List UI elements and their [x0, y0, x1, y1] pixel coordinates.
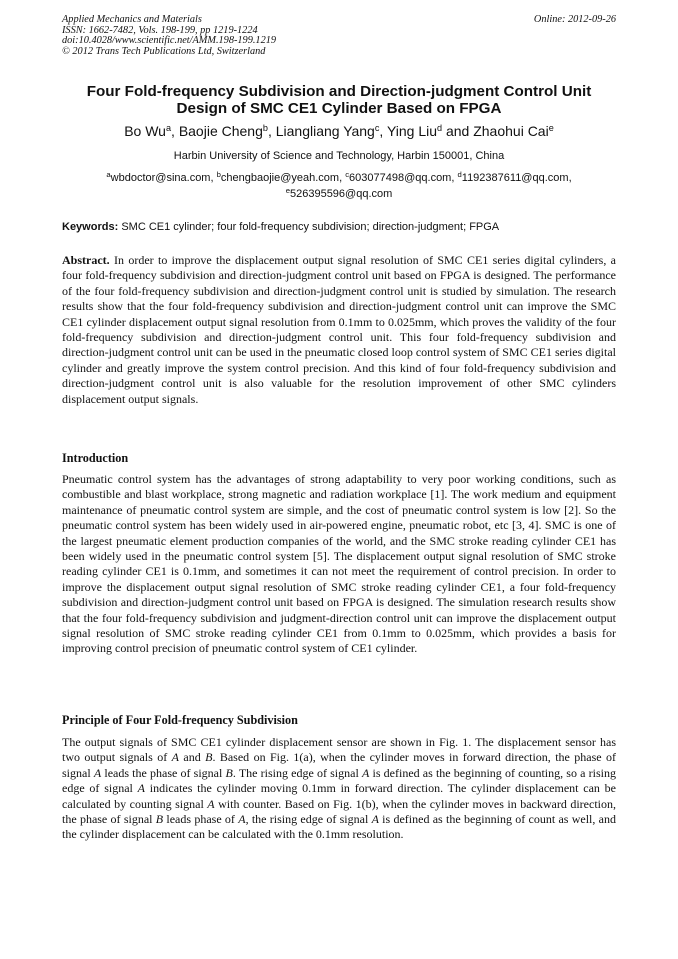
title-line-1: Four Fold-frequency Subdivision and Direction-judgment Control Unit: [86, 83, 592, 100]
author-affiliation-mark: d: [437, 123, 443, 133]
paper-title: [62, 83, 616, 117]
author-affiliation-mark: a: [165, 123, 172, 133]
author-affiliation-mark: c: [374, 123, 380, 133]
author-separator: ,: [379, 123, 387, 139]
email-mark: b: [216, 169, 221, 179]
text-run: , the rising edge of signal: [245, 812, 372, 827]
email-list: $^a$wbdoctor@sina.com, $^b$chengbaojie@yeah.com, $^c$603077498@qq.com, $^d$1192387611@qq.com, $^e$526395596@qq.com: [106, 169, 572, 200]
email-address[interactable]: chengbaojie@yeah.com: [220, 172, 340, 184]
email-mark: a: [106, 169, 111, 179]
principle-text: [62, 735, 616, 843]
signal-variable: A: [361, 765, 370, 780]
title-line-2: Design of SMC CE1 Cylinder Based on FPGA: [176, 100, 502, 117]
email-address[interactable]: wbdoctor@sina.com: [110, 172, 211, 184]
signal-variable: A: [238, 812, 246, 827]
affiliation: Harbin University of Science and Technology, Harbin 150001, China: [173, 150, 505, 162]
signal-variable: B: [225, 765, 233, 780]
issn-line: ISSN: 1662-7482, Vols. 198-199, pp 1219-1224: [62, 24, 258, 36]
abstract: [62, 253, 616, 407]
keywords-text: SMC CE1 cylinder; four fold-frequency subdivision; direction-judgment; FPGA: [121, 221, 500, 233]
keywords-label: Keywords:: [62, 221, 119, 233]
author-name: Ying Liu: [386, 123, 438, 139]
text-run: The output signals of SMC CE1 cylinder displacement sensor are shown in Fig. 1. The displacement sensor has two output signals of: [62, 735, 616, 765]
signal-variable: A: [137, 781, 145, 796]
email-address[interactable]: 526395596@qq.com: [289, 188, 393, 200]
author-affiliation-mark: e: [548, 123, 554, 133]
text-run: with counter. Based on Fig. 1(b), when the cylinder moves in backward direction, the phase of signal: [62, 796, 616, 827]
author-name: Baojie Cheng: [178, 123, 263, 139]
text-run: leads phase of: [163, 812, 239, 827]
text-run: is defined as the beginning of counting, so a rising edge of signal: [62, 765, 616, 796]
email-mark: c: [345, 169, 350, 179]
text-run: leads the phase of signal: [101, 765, 226, 780]
author-name: Bo Wu: [124, 123, 166, 139]
introduction-text: Pneumatic control system has the advantages of strong adaptability to very poor working conditions, such as combustible and blast workplace, strong magnetic and radiation workplace [1]. The work medium and equipment maintenance of pneumatic control system are simple, and the cost of pneumatic control system is low [2]. So the pneumatic control system has been widely used in air-powered engine, pneumatic robot, etc [3, 4]. SMC is one of the largest pneumatic element production companies of the world, and the SMC stroke reading cylinder CE1 has been widely used in the pneumatic control system [5]. The displacement output signal resolution of SMC stroke reading cylinder CE1 is 0.1mm, and sometimes it can not meet the requirement of control precision. In order to improve the displacement output signal resolution of SMC stroke reading cylinder CE1, a four fold-frequency subdivision and direction-judgment control unit based on FPGA is designed. The simulation research results show that the four fold-frequency subdivision and judgment-direction control unit can improve the displacement output signal resolution of SMC stroke reading cylinder CE1 from 0.1mm to 0.025mm, which provides a basis for improving control precision of pneumatic control system of CE1 cylinder.: [62, 472, 616, 656]
signal-variable: A: [207, 796, 215, 811]
text-run: . Based on Fig. 1(a), when the cylinder moves in forward direction, the phase of signal: [62, 750, 617, 780]
author-name: Liangliang Yang: [275, 123, 375, 139]
copyright-line: © 2012 Trans Tech Publications Ltd, Switzerland: [62, 45, 266, 57]
abstract-label: Abstract.: [62, 253, 110, 267]
keywords: [62, 220, 616, 234]
email-mark: e: [285, 185, 290, 195]
text-run: is defined as the beginning of count as well, and the cylinder displacement can be calculated with the 0.1mm resolution.: [62, 812, 616, 842]
author-affiliation-mark: b: [262, 123, 268, 133]
abstract-text: In order to improve the displacement output signal resolution of SMC CE1 series digital cylinders, a four fold-frequency subdivision and direction-judgment control unit based on FPGA is designed. The performance of the four fold-frequency subdivision and direction-judgment control unit is studied by simulation. The research results show that the four fold-frequency subdivision and direction-judgment control unit can improve the SMC CE1 cylinder displacement output signal resolution from 0.1mm to 0.025mm, which proves the validity of the four fold-frequency subdivision and direction-judgment control unit. This four fold-frequency subdivision and direction-judgment control unit can be used in the pneumatic closed loop control system of SMC CE1 series digital cylinder and greatly improve the system control precision. And this kind of four fold-frequency subdivision and direction-judgment control unit is also valuable for the resolution improvement of other SMC cylinders displacement output signals.: [62, 253, 616, 406]
email-address[interactable]: 603077498@qq.com: [349, 172, 452, 184]
principle-heading: Principle of Four Fold-frequency Subdivision: [62, 713, 298, 727]
online-date: Online: 2012-09-26: [533, 14, 616, 25]
signal-variable: B: [205, 750, 213, 765]
author-separator: ,: [171, 123, 179, 139]
text-run: indicates the cylinder moving 0.1mm in forward direction. The cylinder displacement can be calculated by counting signal: [62, 781, 616, 811]
email-address[interactable]: 1192387611@qq.com: [461, 172, 569, 184]
journal-header: [62, 15, 616, 57]
signal-variable: A: [371, 812, 379, 827]
signal-variable: A: [171, 750, 179, 765]
journal-name: Applied Mechanics and Materials: [62, 14, 202, 25]
signal-variable: B: [155, 812, 164, 827]
author-list: [62, 122, 616, 140]
introduction-heading: Introduction: [62, 451, 129, 465]
text-run: and: [178, 750, 206, 765]
author-separator: ,: [267, 123, 276, 139]
doi-line: doi:10.4028/www.scientific.net/AMM.198-199.1219: [62, 35, 277, 47]
text-run: . The rising edge of signal: [232, 765, 362, 780]
author-separator: and: [442, 123, 474, 139]
signal-variable: A: [93, 765, 102, 780]
email-mark: d: [457, 169, 462, 179]
author-name: Zhaohui Cai: [473, 123, 549, 139]
